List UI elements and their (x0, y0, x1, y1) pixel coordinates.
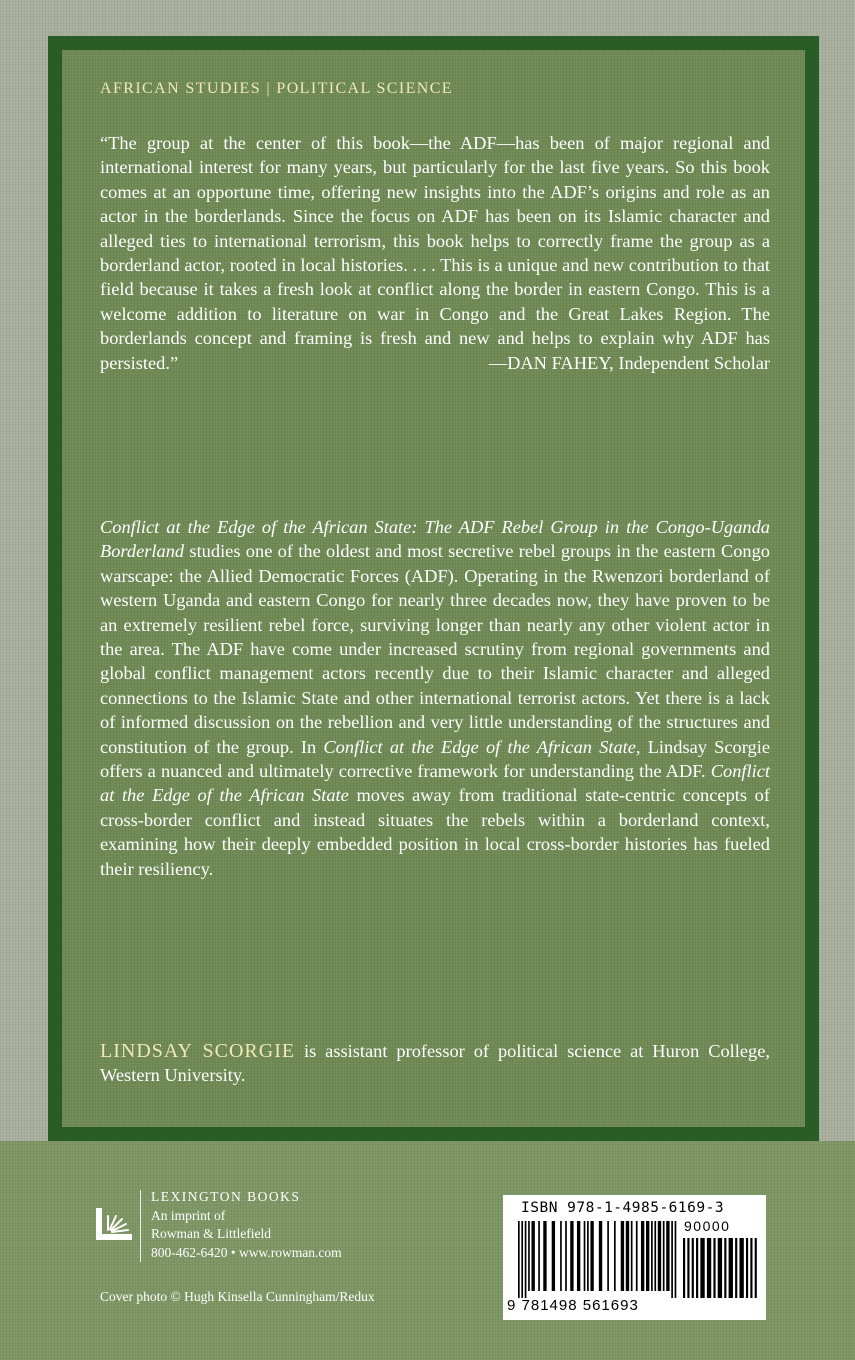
ean-bars (518, 1221, 678, 1298)
barcode-bar (746, 1238, 748, 1298)
barcode-bar (525, 1221, 527, 1298)
barcode-bar (599, 1221, 602, 1291)
barcode-bar (696, 1238, 698, 1298)
publisher-imprint (151, 1188, 342, 1262)
barcode-bar (700, 1238, 704, 1298)
ean-number: 9 781498 561693 (507, 1297, 639, 1314)
barcode-bar (651, 1221, 653, 1291)
barcode-bar (683, 1238, 685, 1298)
book-short-title-2: Conflict at the Edge of the African State (100, 761, 770, 806)
barcode-bar (565, 1221, 567, 1291)
barcode-bar (584, 1221, 586, 1291)
barcode-bar (587, 1221, 589, 1291)
price-addon-number: 90000 (684, 1218, 731, 1234)
author-name: LINDSAY SCORGIE (100, 1040, 296, 1062)
barcode-bar (636, 1221, 638, 1291)
barcode-bar (666, 1221, 669, 1291)
photo-credit: Cover photo © Hugh Kinsella Cunningham/Redux (100, 1289, 375, 1304)
barcode-bar (626, 1221, 629, 1291)
barcode-bar (739, 1238, 743, 1298)
quote-attribution: —DAN FAHEY, Independent Scholar (488, 352, 770, 373)
barcode-bar (658, 1221, 661, 1291)
addon-bars (683, 1238, 759, 1298)
barcode-bar (713, 1238, 715, 1298)
imprint-line-1: An imprint of (151, 1207, 226, 1223)
imprint-line-2: Rowman & Littlefield (151, 1226, 271, 1241)
barcode-bar (646, 1221, 649, 1291)
barcode-bar (735, 1238, 737, 1298)
publisher-contact: 800-462-6420 • www.rowman.com (151, 1244, 342, 1260)
barcode-bar (654, 1221, 656, 1291)
barcode-bar (729, 1238, 733, 1298)
subject-category: AFRICAN STUDIES | POLITICAL SCIENCE (100, 80, 453, 97)
barcode (503, 1195, 766, 1320)
publisher-name: LEXINGTON BOOKS (151, 1189, 301, 1204)
barcode-bar (528, 1221, 530, 1291)
barcode-bar (621, 1221, 624, 1291)
endorsement-quote (100, 131, 770, 375)
author-bio (100, 1039, 770, 1088)
barcode-bar (560, 1221, 562, 1291)
quote-text: “The group at the center of this book—the ADF—has been of major regional and international interest for many years, but particularly for the last five years. So this book comes at an opportune time, offering new insights into the ADF’s origins and role as an actor in the borderlands. Since the focus on ADF has been on its Islamic character and alleged ties to international terrorism, this book helps to correctly frame the group as a borderland actor, rooted in local histories. . . . This is a unique and new contribution to that field because it takes a fresh look at conflict along the border in eastern Congo. This is a welcome addition to literature on war in Congo and the Great Lakes Region. The borderlands concept and framing is fresh and new and helps to explain why ADF has persisted.” (100, 133, 770, 373)
barcode-bar (755, 1238, 757, 1298)
book-full-title: Conflict at the Edge of the African State: The ADF Rebel Group in the Congo-Uganda Borderland (100, 517, 770, 562)
barcode-bar (543, 1221, 546, 1291)
lexington-sunburst-icon (94, 1204, 134, 1244)
barcode-bar (641, 1221, 644, 1291)
book-description (100, 515, 770, 881)
barcode-bar (687, 1238, 689, 1298)
barcode-bar (607, 1221, 609, 1291)
barcode-bar (577, 1221, 580, 1291)
barcode-bar (570, 1221, 573, 1291)
author-bio-text: is assistant professor of political science at Huron College, Western University. (100, 1041, 770, 1086)
barcode-bar (552, 1221, 555, 1291)
barcode-bar (663, 1221, 665, 1291)
barcode-bar (675, 1221, 677, 1298)
barcode-bar (518, 1221, 520, 1298)
book-short-title-1: Conflict at the Edge of the African State, (323, 736, 641, 757)
isbn-text: ISBN 978-1-4985-6169-3 (521, 1200, 725, 1216)
barcode-bar (671, 1221, 673, 1298)
barcode-bar (590, 1221, 593, 1291)
description-part-3: moves away from traditional state-centric concepts of cross-border conflict and instead situates the rebels within a borderland context, examining how their deeply embedded position in local cross-border histories has fueled their resiliency. (100, 785, 770, 879)
description-part-1: studies one of the oldest and most secretive rebel groups in the eastern Congo warscape: the Allied Democratic Forces (ADF). Operating in the Rwenzori borderland of western Uganda and eastern Congo for nearly three decades now, they have proven to be an extremely resilient rebel force, surviving longer than nearly any other violent actor in the area. The ADF have come under increased scrutiny from regional governments and global conflict management actors recently due to their Islamic character and alleged connections to the Islamic State and other international terrorist actors. Yet there is a lack of informed discussion on the rebellion and very little understanding of the structures and constitution of the group. In (100, 541, 770, 757)
barcode-bar (538, 1221, 540, 1291)
imprint-divider (140, 1190, 141, 1262)
barcode-bar (631, 1221, 633, 1291)
description-part-2: Lindsay Scorgie offers a nuanced and ultimately corrective framework for understanding the ADF. (100, 736, 770, 782)
barcode-bar (692, 1238, 694, 1298)
barcode-bar (614, 1221, 616, 1291)
barcode-bar (750, 1238, 752, 1298)
barcode-bar (521, 1221, 523, 1298)
barcode-bar (724, 1238, 726, 1298)
barcode-bar (718, 1238, 722, 1298)
barcode-bar (707, 1238, 711, 1298)
barcode-bar (531, 1221, 534, 1291)
